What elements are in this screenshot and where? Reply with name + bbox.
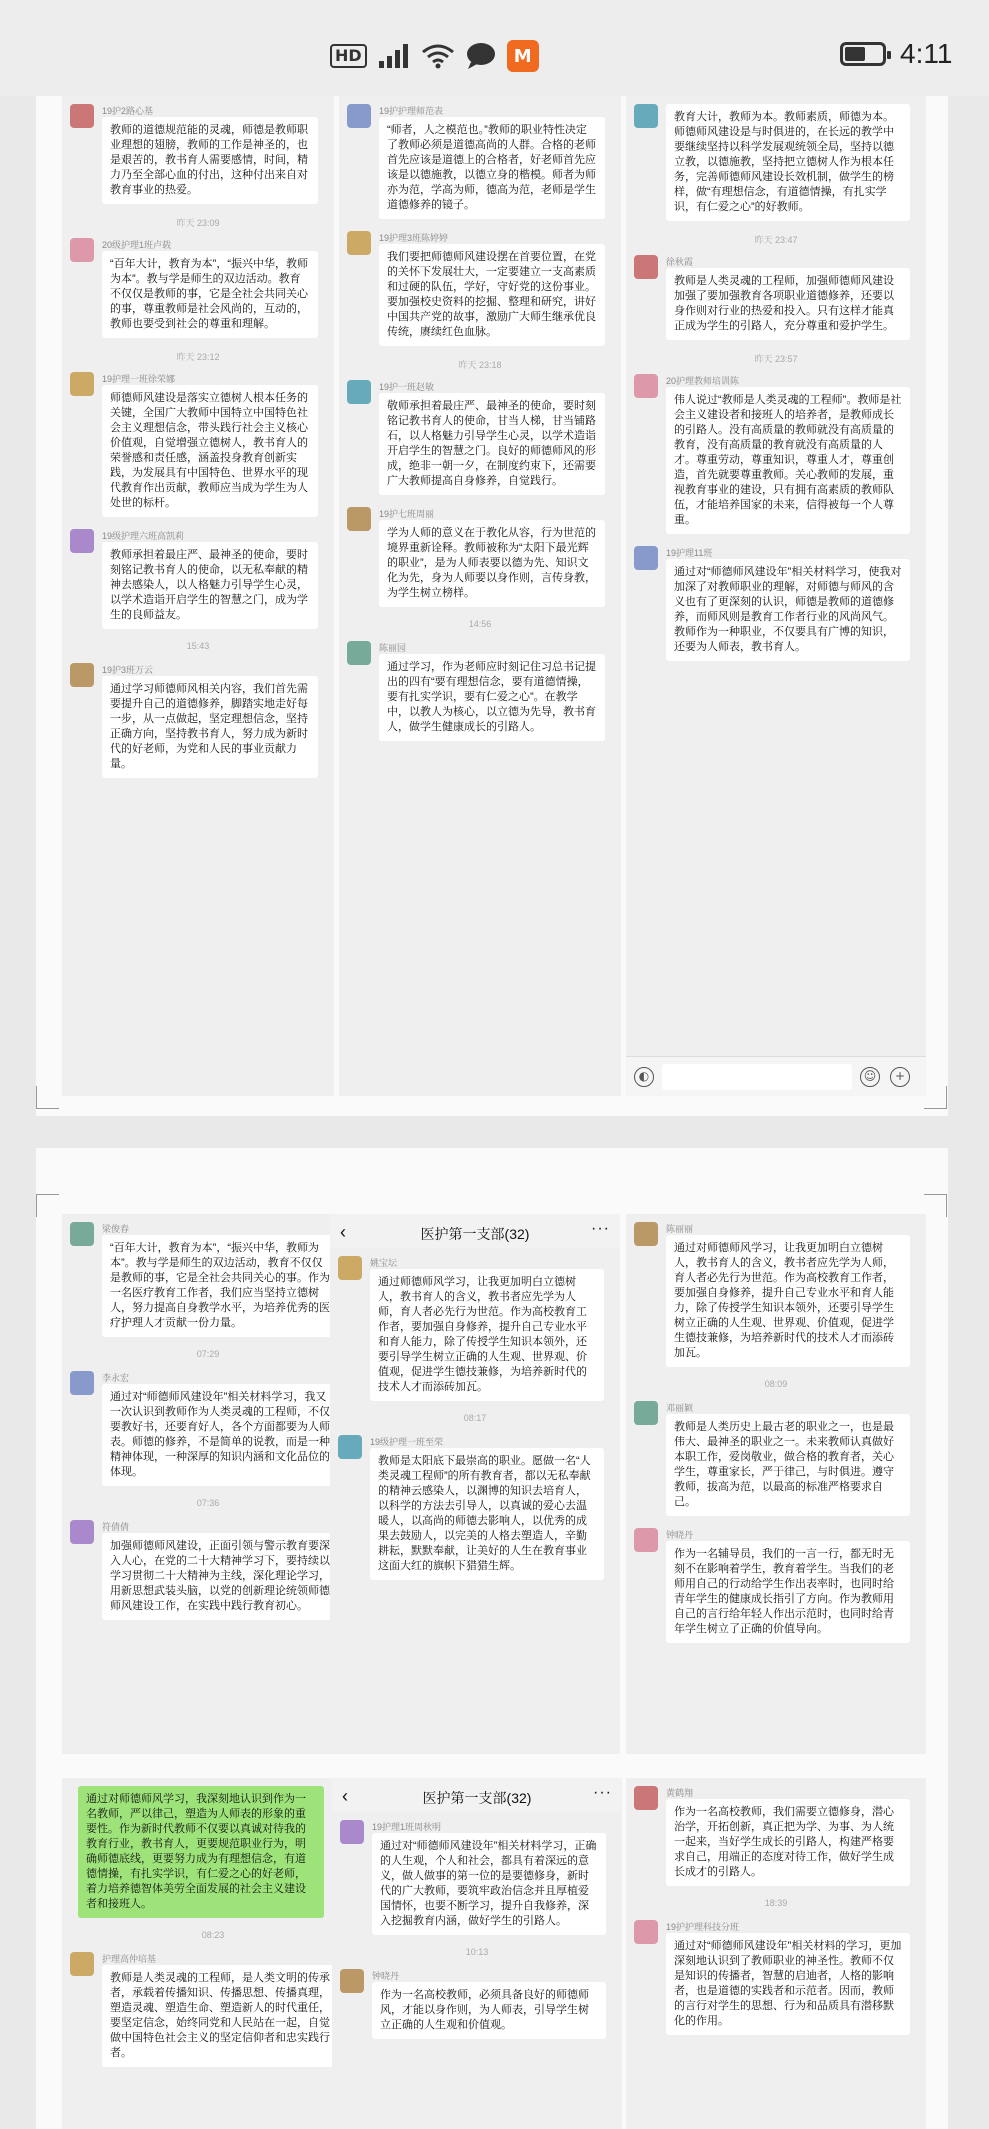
avatar[interactable] — [634, 104, 658, 128]
avatar[interactable] — [70, 1952, 94, 1976]
message-bubble[interactable]: 教师的道德规范能的灵魂，师德是教师职业理想的翅膀，教师的工作是神圣的，也是艰苦的，教书育人需要感情，时间，精力乃至全部心血的付出，这种付出来自对教育事业的热爱。 — [102, 117, 318, 204]
message-bubble[interactable]: 学为人师的意义在于教化从容，行为世范的境界重新诠释。教师被称为“太阳下最光辉的职业”，是为人师表要以德为先、知识文化为先，身为人师要以身作则，言传身教，为学生树立榜样。 — [379, 520, 605, 607]
back-icon[interactable]: ‹ — [342, 1786, 348, 1806]
message-bubble[interactable]: 教师是人类灵魂的工程师，加强师德师风建设加强了要加强教育各项职业道德修养，还要以身作则对行业的热爱和投入。只有这样才能真正成为学生的引路人，充分尊重和爱护学生。 — [666, 268, 910, 340]
sender-name: 李永宏 — [102, 1373, 130, 1383]
avatar[interactable] — [634, 1920, 658, 1944]
avatar[interactable] — [347, 380, 371, 404]
message-bubble[interactable]: 通过学习，作为老师应时刻记住习总书记提出的四有“要有理想信念，要有道德情操，要有扎实学识，要有仁爱之心”。在教学中，以教人为核心，以立德为先导，教书育人，做学生健康成长的引路人。 — [379, 654, 605, 741]
message-bubble[interactable]: 教师是人类历史上最古老的职业之一，也是最伟大、最神圣的职业之一。未来教师认真做好本职工作，爱岗敬业，做合格的教育者，关心学生，尊重家长，严于律己，与时俱进。遵守教师，拔高为范，以最高的标准严格要求自己。 — [666, 1414, 910, 1516]
chat-column-5 — [330, 1214, 620, 1754]
avatar[interactable] — [70, 663, 94, 687]
message-input-bar — [626, 1056, 926, 1096]
battery-level — [845, 47, 865, 61]
chat-column-4 — [62, 1214, 354, 1754]
avatar[interactable] — [338, 1256, 362, 1280]
sender-name: 19护理一班徐荣娜 — [102, 374, 176, 384]
message-bubble[interactable]: 通过对师德师风学习，让我更加明白立德树人，教书育人的含义，教书者应先学为人师，育人者必先行为世范。作为高校教育工作者，要加强自身修养，提升自己专业水平和育人能力，除了传授学生知识本领外，还要引导学生树立正确的人生观、世界观、价值观，促进学生德技兼修，为培养新时代的技术人才而添砖加瓦。 — [666, 1235, 910, 1367]
message-bubble[interactable]: 教师是人类灵魂的工程师，是人类文明的传承者，承载着传播知识、传播思想、传播真理，塑造灵魂、塑造生命、塑造新人的时代重任，要坚定信念，始终同党和人民站在一起，自觉做中国特色社会主义的坚定信仰者和忠实践行者。 — [102, 1965, 348, 2067]
message-bubble[interactable]: 教育大计，教师为本。教师素质，师德为本。师德师风建设是与时俱进的，在长远的教学中要继续坚持以科学发展观统领全局，坚持以德立教，以德施教，坚持把立德树人作为根本任务，完善师德师风建设长效机制，做学生的榜样，做“有理想信念，有道德情操，有扎实学识，有仁爱之心”的好教师。 — [666, 104, 910, 221]
avatar[interactable] — [634, 1401, 658, 1425]
message-bubble[interactable]: 教师承担着最庄严、最神圣的使命，要时刻铭记教书育人的使命，以无私奉献的精神去感染人，以人格魅力引导学生心灵，以学术造诣开启学生的智慧之门，成为学生的良师益友。 — [102, 542, 318, 629]
avatar[interactable] — [70, 1222, 94, 1246]
message-bubble[interactable]: 通过师德师风学习，让我更加明白立德树人，教书育人的含义，教书者应先学为人师，育人者必先行为世范。作为高校教育工作者，要加强自身修养，提升自己专业水平和育人能力，除了传授学生知识本领外，还要引导学生树立正确的人生观、世界观、价值观，促进学生德技兼修，为培养新时代的技术人才而添砖加瓦。 — [370, 1269, 604, 1401]
message-timestamp: 08:17 — [463, 1413, 487, 1423]
sender-name: 20级护理1班卢载 — [102, 240, 172, 250]
sender-name: 19护2路心基 — [102, 106, 154, 116]
sender-name: 钟晓丹 — [666, 1530, 694, 1540]
message-timestamp: 昨天 23:09 — [176, 218, 220, 228]
avatar[interactable] — [340, 1820, 364, 1844]
signal-icon — [377, 43, 411, 69]
chat-column-2 — [339, 96, 621, 1096]
voice-input-icon[interactable]: ◐ — [634, 1067, 654, 1087]
sender-name: 19护护理师范表 — [379, 106, 444, 116]
chat-column-3 — [626, 96, 926, 1096]
avatar[interactable] — [347, 231, 371, 255]
message-timestamp: 07:29 — [196, 1349, 220, 1359]
avatar[interactable] — [70, 238, 94, 262]
avatar[interactable] — [70, 104, 94, 128]
chat-column-7 — [62, 1778, 364, 2129]
sender-name: 徐秋霞 — [666, 257, 694, 267]
message-timestamp: 昨天 23:47 — [754, 235, 798, 245]
message-timestamp: 14:56 — [468, 619, 492, 629]
message-bubble[interactable]: 师德师风建设是落实立德树人根本任务的关键，全国广大教师中国特立中国特色社会主义理想信念，带头践行社会主义核心价值观，自觉增强立德树人，教书育人的荣誉感和责任感，涵盖投身教育创新实践，为发展具有中国特色、世界水平的现代教育作出贡献，教师应当成为学生为人处世的标杆。 — [102, 385, 318, 517]
message-bubble[interactable]: 通过对“师德师风建设年”相关材料的学习，更加深刻地认识到了教师职业的神圣性。教师不仅是知识的传播者，智慧的启迪者，人格的影响者，也是道德的实践者和示范者。因而，教师的言行对学生的思想、行为和品质具有潜移默化的作用。 — [666, 1933, 910, 2035]
sender-name: 19护七班周丽 — [379, 509, 435, 519]
message-timestamp: 08:09 — [764, 1379, 788, 1389]
message-bubble[interactable]: 通过学习师德师风相关内容，我们首先需要提升自己的道德修养，脚踏实地走好每一步，从一点做起，坚定理想信念，坚持正确方向，坚持教书育人，努力成为新时代的好老师，为党和人民的事业贡献力量。 — [102, 676, 318, 778]
chat-header — [330, 1214, 620, 1248]
avatar[interactable] — [634, 255, 658, 279]
message-bubble[interactable]: 通过对“师德师风建设年”相关材料学习，我又一次认识到教师作为人类灵魂的工程师，不仅要教好书，还要育好人，各个方面都要为人师表。师德的修养，不是简单的说教，而是一种精神体现，一种深厚的知识内涵和文化品位的体现。 — [102, 1384, 338, 1486]
chat-title: 医护第一支部(32) — [422, 1790, 532, 1806]
avatar[interactable] — [634, 546, 658, 570]
message-timestamp: 08:23 — [201, 1930, 225, 1940]
status-bar — [0, 0, 989, 96]
more-options-icon[interactable]: ··· — [593, 1784, 612, 1801]
message-bubble[interactable]: 教师是太阳底下最崇高的职业。愿做一名“人类灵魂工程师”的所有教育者，都以无私奉献的精神云感染人，以渊博的知识去培育人，以科学的方法去引导人，以真诚的爱心去温暖人，以高尚的师德去影响人，以优秀的成果去鼓励人，以完美的人格去塑造人，辛勤耕耘，默默奉献，让美好的人生在教育事业这面大红的旗帜下猎猎生辉。 — [370, 1448, 604, 1580]
avatar[interactable] — [70, 529, 94, 553]
sender-name: 邓丽颖 — [666, 1403, 694, 1413]
sender-name: 19护一班赵敏 — [379, 382, 435, 392]
avatar[interactable] — [338, 1435, 362, 1459]
avatar[interactable] — [347, 104, 371, 128]
message-timestamp: 昨天 23:18 — [458, 360, 502, 370]
message-bubble[interactable]: 作为一名高校教师，我们需要立德修身，潜心治学，开拓创新，真正把为学、为事、为人统一起来，当好学生成长的引路人，构建严格要求自己，用端正的态度对待工作，做好学生成长成才的引路人。 — [666, 1799, 910, 1886]
chat-column-9 — [626, 1778, 926, 2129]
avatar[interactable] — [340, 1969, 364, 1993]
message-bubble[interactable]: 加强师德师风建设，正面引领与警示教育要深入人心，在党的二十大精神学习下，要持续以学习贯彻二十大精神为主线，深化理论学习，用新思想武装头脑，以党的创新理论统领师德师风建设工作，在实践中践行教育初心。 — [102, 1533, 338, 1620]
sender-name: 钟晓丹 — [372, 1971, 400, 1981]
message-bubble[interactable]: 通过对“师德师风建设年”相关材料学习，使我对加深了对教师职业的理解，对师德与师风的含义也有了更深刻的认识，师德是教师的道德修养，而师风则是教育工作者行业的风尚风气。教师作为一种职业，不仅要具有广博的知识，还要为人师表，教书育人。 — [666, 559, 910, 661]
message-bubble[interactable]: 作为一名辅导员，我们的一言一行，都无时无刻不在影响着学生，教育着学生。当我们的老师用自己的行动给学生作出表率时，也同时给青年学生的健康成长指引了方向。作为教师用自己的言行给年轻人作出示范时，也同时给青年学生树立了正确的价值导向。 — [666, 1541, 910, 1643]
avatar[interactable] — [634, 1528, 658, 1552]
message-input[interactable] — [662, 1064, 852, 1090]
sender-name: 19护3班万云 — [102, 665, 154, 675]
emoji-icon[interactable]: ☺ — [860, 1067, 880, 1087]
avatar[interactable] — [347, 507, 371, 531]
sender-name: 黄鹤翔 — [666, 1788, 694, 1798]
message-bubble[interactable]: 通过对师德师风学习，我深刻地认识到作为一名教师，严以律己，塑造为人师表的形象的重要性。作为新时代教师不仅要以真诚对待我的教育行业，教书育人，更要规范职业行为，明确师德底线，更要努力成为有理想信念，有道德情操，有扎实学识，有仁爱之心的好老师，着力培养德智体美劳全面发展的社会主义建设者和接班人。 — [78, 1786, 324, 1918]
network-type-badge: HD — [330, 44, 367, 68]
message-bubble[interactable]: 我们要把师德师风建设摆在首要位置，在党的关怀下发展壮大，一定要建立一支高素质和过硬的队伍，学好，守好党的这份事业。要加强校史资料的挖掘、整理和研究，讲好中国共产党的故事，激励广大师生继承优良传统，赓续红色血脉。 — [379, 244, 605, 346]
avatar[interactable] — [634, 374, 658, 398]
more-options-icon[interactable]: ··· — [591, 1220, 610, 1237]
sender-name: 19护理3班陈婷婷 — [379, 233, 449, 243]
sender-name: 19级护理六班高凯莉 — [102, 531, 185, 541]
status-right — [840, 38, 952, 70]
message-bubble[interactable]: “师者，人之模范也。”教师的职业特性决定了教师必须是道德高尚的人群。合格的老师首先应该是道德上的合格者，好老师首先应该是以德施教，以德立身的楷模。师者为师亦为范，学高为师，德高为范，老师是学生道德修养的镜子。 — [379, 117, 605, 219]
message-bubble[interactable]: 伟人说过“教师是人类灵魂的工程师”。教师是社会主义建设者和接班人的培养者，是教师成长的引路人。没有高质量的教师就没有高质量的教育，没有高质量的教育就没有高质量的人才。尊重劳动，尊重知识，尊重人才，尊重创造，首先就要尊重教师。关心教师的发展，重视教育事业的建设，只有拥有高素质的教师队伍，才能培养国家的未来，信得被每一个人尊重。 — [666, 387, 910, 534]
sender-name: 姚宝坛 — [370, 1258, 398, 1268]
sender-name: 陈丽园 — [379, 643, 407, 653]
sender-name: 梁俊春 — [102, 1224, 130, 1234]
chat-column-1 — [62, 96, 334, 1096]
avatar[interactable] — [634, 1222, 658, 1246]
message-timestamp: 15:43 — [186, 641, 210, 651]
sender-name: 19护护理科技分班 — [666, 1922, 740, 1932]
avatar[interactable] — [634, 1786, 658, 1810]
message-timestamp: 昨天 23:57 — [754, 354, 798, 364]
message-timestamp: 昨天 23:12 — [176, 352, 220, 362]
battery-icon — [840, 42, 886, 66]
avatar[interactable] — [70, 1520, 94, 1544]
chat-bubble-icon — [465, 42, 497, 70]
sender-name: 陈丽丽 — [666, 1224, 694, 1234]
message-bubble[interactable]: 敬师承担着最庄严、最神圣的使命，要时刻铭记教书育人的使命，甘当人梯，甘当铺路石，以人格魅力引导学生心灵，以学术造诣开启学生的智慧之门。良好的师德师风的形成，绝非一朝一夕，在制度约束下，还需要广大教师提高自身修养，自觉践行。 — [379, 393, 605, 495]
chat-header — [332, 1778, 622, 1812]
chat-column-8 — [332, 1778, 622, 2129]
avatar[interactable] — [347, 641, 371, 665]
screenshot-page-2 — [36, 1148, 948, 2129]
message-timestamp: 10:13 — [465, 1947, 489, 1957]
chat-title: 医护第一支部(32) — [420, 1226, 530, 1242]
wifi-icon — [421, 43, 455, 69]
message-timestamp: 07:36 — [196, 1498, 220, 1508]
status-icons — [330, 40, 539, 72]
add-attachment-icon[interactable]: + — [890, 1067, 910, 1087]
message-bubble[interactable]: 通过对“师德师风建设年”相关材料学习，正确的人生观，个人和社会，都具有着深远的意义，做人做事的第一位的是要德修身，新时代的广大教师，要筑牢政治信念并且厚植爱国情怀，也要不断学习，提升自我修养，深入挖掘教育内涵，做好学生的引路人。 — [372, 1833, 606, 1935]
sender-name: 20护理教师培训陈 — [666, 376, 740, 386]
screenshot-page-1 — [36, 96, 948, 1116]
back-icon[interactable]: ‹ — [340, 1222, 346, 1242]
chat-column-6 — [626, 1214, 926, 1754]
app-notification-icon: M — [507, 40, 539, 72]
sender-name: 19护理1班周秋明 — [372, 1822, 442, 1832]
sender-name: 19级护理一班至荣 — [370, 1437, 444, 1447]
avatar[interactable] — [70, 1371, 94, 1395]
message-bubble[interactable]: “百年大计，教育为本”，“振兴中华，教师为本”。教与学是师生的双边活动。教育不仅仅是教师的事，它是全社会共同关心的事，尊重教师是社会风尚的，互动的，教师也要受到社会的尊重和理解。 — [102, 251, 318, 338]
avatar[interactable] — [70, 372, 94, 396]
sender-name: 护理高仲培基 — [102, 1954, 157, 1964]
sender-name: 19护理11班 — [666, 548, 713, 558]
message-timestamp: 18:39 — [764, 1898, 788, 1908]
sender-name: 符倩倩 — [102, 1522, 130, 1532]
message-bubble[interactable]: “百年大计，教育为本”，“振兴中华，教师为本”。教与学是师生的双边活动，教育不仅仅是教师的事，它是全社会共同关心的事。作为一名医疗教育工作者，我们应当坚持立德树人，努力提高自身教学水平，为培养优秀的医疗护理人才贡献一份力量。 — [102, 1235, 338, 1337]
message-bubble[interactable]: 作为一名高校教师，必须具备良好的师德师风，才能以身作则，为人师表，引导学生树立正确的人生观和价值观。 — [372, 1982, 606, 2039]
clock-time: 4:11 — [900, 38, 953, 69]
